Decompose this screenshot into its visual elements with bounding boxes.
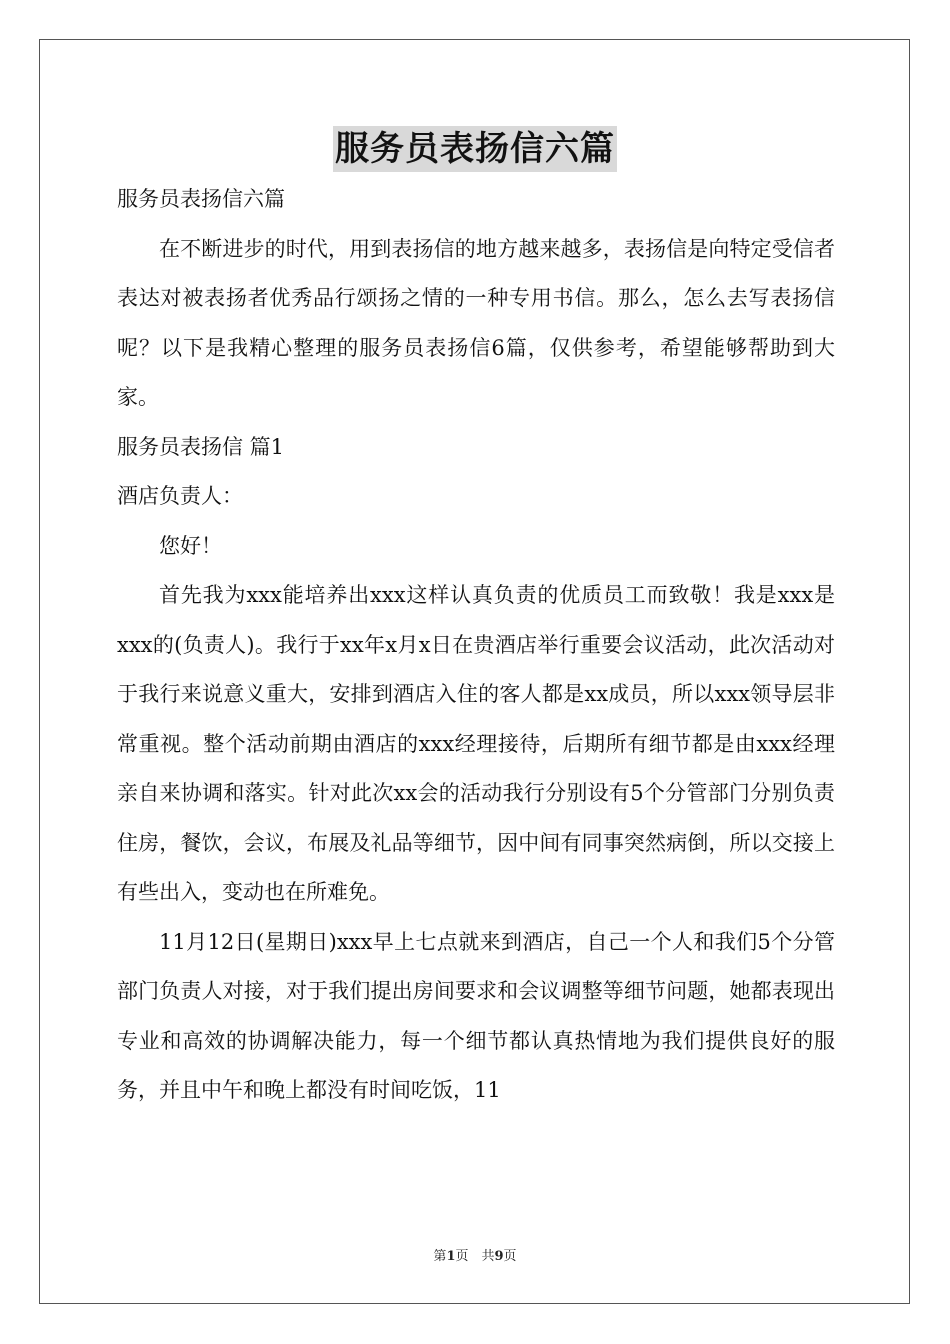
- document-body: [117, 175, 835, 1116]
- subtitle-line: 服务员表扬信六篇: [117, 187, 285, 211]
- page-footer: [0, 1248, 950, 1266]
- body-paragraph-2: 11月12日(星期日)xxx早上七点就来到酒店，自己一个人和我们5个分管部门负责人对接，对于我们提出房间要求和会议调整等细节问题，她都表现出专业和高效的协调解决能力，每一个细节都认真热情地为我们提供良好的服务，并且中午和晚上都没有时间吃饭，11: [117, 929, 835, 1102]
- greeting: 您好！: [159, 533, 222, 558]
- footer-mid: 页 共: [455, 1249, 495, 1264]
- footer-suffix: 页: [503, 1249, 517, 1264]
- footer-total-pages: 9: [494, 1249, 504, 1264]
- title-wrap: [0, 126, 950, 172]
- body-paragraph-1: 首先我为xxx能培养出xxx这样认真负责的优质员工而致敬！我是xxx是xxx的(负责人)。我行于xx年x月x日在贵酒店举行重要会议活动，此次活动对于我行来说意义重大，安排到酒店入住的客人都是xx成员，所以xxx领导层非常重视。整个活动前期由酒店的xxx经理接待，后期所有细节都是由xxx经理亲自来协调和落实。针对此次xx会的活动我行分别设有5个分管部门分别负责住房，餐饮，会议，布展及礼品等细节，因中间有同事突然病倒，所以交接上有些出入，变动也在所难免。: [117, 583, 835, 904]
- document-title: 服务员表扬信六篇: [333, 126, 617, 172]
- intro-paragraph: 在不断进步的时代，用到表扬信的地方越来越多，表扬信是向特定受信者表达对被表扬者优秀品行颂扬之情的一种专用书信。那么，怎么去写表扬信呢？以下是我精心整理的服务员表扬信6篇，仅供参考，希望能够帮助到大家。: [117, 236, 835, 409]
- salutation: 酒店负责人：: [117, 484, 243, 508]
- section-heading: 服务员表扬信 篇1: [117, 434, 285, 459]
- footer-prefix: 第: [433, 1249, 447, 1264]
- footer-current-page: 1: [446, 1249, 456, 1264]
